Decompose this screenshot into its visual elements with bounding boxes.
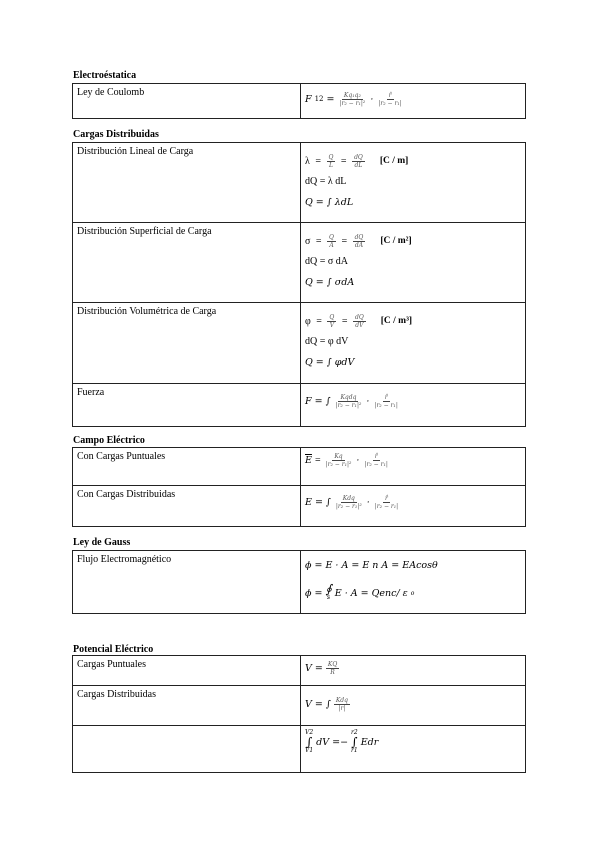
row-label: Fuerza: [73, 384, 301, 427]
row-label: Distribución Lineal de Carga: [73, 143, 301, 223]
table-gauss: [72, 550, 526, 614]
formula-potencial-distribuido: V = ∫ Kdq |r|: [301, 686, 526, 726]
row-label: Cargas Puntuales: [73, 656, 301, 686]
heading-gauss: Ley de Gauss: [73, 537, 131, 548]
row-label: Con Cargas Distribuidas: [73, 486, 301, 527]
table-row: [73, 384, 526, 427]
heading-electrostatica: Electroéstatica: [73, 70, 137, 81]
formula-coulomb: F 12 = $\frac{\text{Kq₁q₂}}{\text{|r₂ − r₁|²}}$ · r̂ |r₂ − r₁|: [301, 84, 526, 119]
table-row: [73, 686, 526, 726]
formula-potencial-puntual: V = $\frac{KQ}{R}$: [301, 656, 526, 686]
table-potencial: [72, 655, 526, 773]
table-row: [73, 223, 526, 303]
formula-campo-puntual: $\overline{E}$ = $\frac{Kq}{\text{|r₂ − r₁|²}}$ · r̂ |r₂ − r₁|: [301, 448, 526, 486]
table-row: [73, 143, 526, 223]
table-row: [73, 84, 526, 119]
heading-campo: Campo Eléctrico: [73, 435, 145, 446]
heading-cargas: Cargas Distribuidas: [73, 129, 159, 140]
formula-superficial: σ = $\frac{Q}{A}$ = $\frac{dQ}{dA}$ [C / m²] dQ = σ dA Q = ∫ σdA: [301, 223, 526, 303]
table-row: [73, 656, 526, 686]
table-row: [73, 303, 526, 384]
row-label: [73, 726, 301, 773]
table-cargas: [72, 142, 526, 427]
row-label: Ley de Coulomb: [73, 84, 301, 119]
table-electrostatica: [72, 83, 526, 119]
formula-gauss: ϕ = E · A = E n A = EAcosθ ϕ = ∮ s E · A = Qenc/ ε o: [301, 551, 526, 614]
table-row: [73, 726, 526, 773]
table-campo: [72, 447, 526, 527]
formula-potencial-integral: V2 ∫ V1 dV =− r2 ∫ r1 Edr: [301, 726, 526, 773]
table-row: [73, 448, 526, 486]
row-label: Cargas Distribuidas: [73, 686, 301, 726]
row-label: Distribución Volumétrica de Carga: [73, 303, 301, 384]
formula-lineal: λ = $\frac{Q}{L}$ = $\frac{dQ}{dL}$ [C / m] dQ = λ dL Q = ∫ λdL: [301, 143, 526, 223]
table-row: [73, 486, 526, 527]
formula-fuerza: F = ∫ Kqdq |r₂ − r₁|² · r̂ |r₂ − r₁|: [301, 384, 526, 427]
row-label: Con Cargas Puntuales: [73, 448, 301, 486]
row-label: Distribución Superficial de Carga: [73, 223, 301, 303]
row-label: Flujo Electromagnético: [73, 551, 301, 614]
formula-volumetrica: φ = $\frac{Q}{V}$ = $\frac{dQ}{dV}$ [C / m³] dQ = φ dV Q = ∫ φdV: [301, 303, 526, 384]
table-row: [73, 551, 526, 614]
heading-potencial: Potencial Eléctrico: [73, 644, 154, 655]
formula-campo-distribuido: E = ∫ Kdq |r₂ − r₁|² · r̂ |r₂ − r₁|: [301, 486, 526, 527]
